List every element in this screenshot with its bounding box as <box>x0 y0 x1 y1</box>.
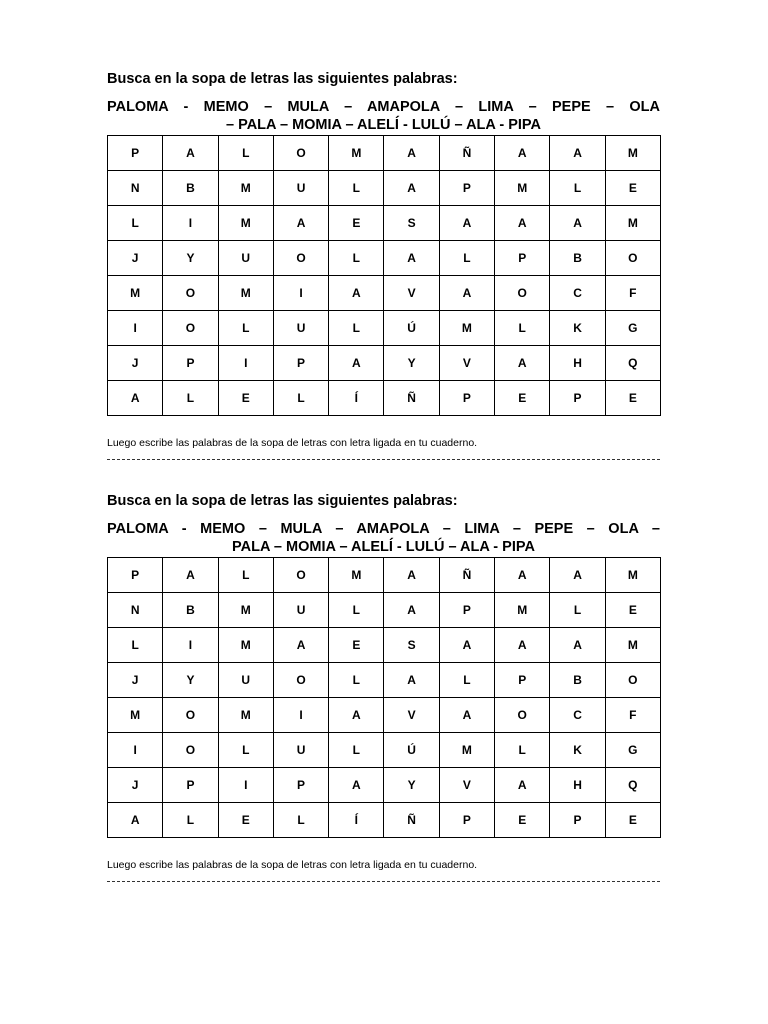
grid-cell: P <box>439 593 494 628</box>
grid-cell: A <box>163 558 218 593</box>
grid-row <box>108 136 661 171</box>
grid-cell: A <box>384 171 439 206</box>
grid-cell: I <box>163 628 218 663</box>
grid-cell: L <box>108 206 163 241</box>
grid-cell: A <box>495 136 550 171</box>
grid-cell: Í <box>329 381 384 416</box>
grid-cell: P <box>439 803 494 838</box>
word-list-line-2: – PALA – MOMIA – ALELÍ - LULÚ – ALA - PIPA <box>226 117 541 133</box>
grid-cell: E <box>605 803 660 838</box>
grid-row <box>108 733 661 768</box>
grid-cell: A <box>550 558 605 593</box>
grid-cell: P <box>495 241 550 276</box>
grid-cell: A <box>329 346 384 381</box>
grid-cell: U <box>218 663 273 698</box>
grid-cell: M <box>495 593 550 628</box>
grid-cell: A <box>439 698 494 733</box>
grid-cell: U <box>273 733 328 768</box>
grid-cell: I <box>108 733 163 768</box>
grid-cell: V <box>439 768 494 803</box>
grid-cell: J <box>108 768 163 803</box>
grid-cell: G <box>605 733 660 768</box>
grid-cell: O <box>273 663 328 698</box>
grid-cell: P <box>439 171 494 206</box>
grid-cell: Q <box>605 768 660 803</box>
word-search-exercise-2 <box>107 492 660 882</box>
grid-cell: Ñ <box>384 381 439 416</box>
grid-cell: V <box>439 346 494 381</box>
grid-cell: A <box>550 206 605 241</box>
word-search-exercise-1 <box>107 70 660 460</box>
grid-cell: U <box>273 311 328 346</box>
grid-row <box>108 593 661 628</box>
grid-cell: O <box>605 241 660 276</box>
grid-cell: A <box>495 206 550 241</box>
grid-cell: A <box>550 628 605 663</box>
grid-cell: K <box>550 311 605 346</box>
grid-row <box>108 558 661 593</box>
grid-cell: P <box>163 768 218 803</box>
grid-cell: L <box>495 311 550 346</box>
grid-cell: L <box>329 593 384 628</box>
grid-cell: Ú <box>384 311 439 346</box>
grid-cell: E <box>218 381 273 416</box>
grid-cell: P <box>163 346 218 381</box>
word-list-line-1: PALOMA - MEMO – MULA – AMAPOLA – LIMA – PEPE – OLA <box>107 99 660 115</box>
grid-cell: L <box>329 311 384 346</box>
grid-cell: O <box>273 136 328 171</box>
grid-cell: Ú <box>384 733 439 768</box>
grid-cell: A <box>439 628 494 663</box>
grid-cell: Y <box>163 663 218 698</box>
dashed-divider <box>107 459 660 460</box>
grid-cell: E <box>495 381 550 416</box>
grid-cell: M <box>329 136 384 171</box>
grid-cell: M <box>495 171 550 206</box>
instruction-text: Luego escribe las palabras de la sopa de letras con letra ligada en tu cuaderno. <box>107 437 478 449</box>
grid-cell: N <box>108 171 163 206</box>
grid-cell: A <box>495 346 550 381</box>
grid-cell: Í <box>329 803 384 838</box>
grid-row <box>108 803 661 838</box>
grid-cell: L <box>329 733 384 768</box>
grid-cell: M <box>218 628 273 663</box>
grid-cell: M <box>439 733 494 768</box>
grid-cell: A <box>108 381 163 416</box>
grid-cell: L <box>439 241 494 276</box>
grid-cell: L <box>439 663 494 698</box>
exercise-heading: Busca en la sopa de letras las siguientes palabras: <box>107 493 458 509</box>
grid-cell: A <box>550 136 605 171</box>
grid-cell: Ñ <box>439 558 494 593</box>
grid-cell: P <box>550 381 605 416</box>
grid-row <box>108 663 661 698</box>
grid-cell: C <box>550 698 605 733</box>
grid-cell: A <box>495 768 550 803</box>
grid-cell: Y <box>384 346 439 381</box>
grid-row <box>108 698 661 733</box>
grid-cell: A <box>495 628 550 663</box>
grid-cell: S <box>384 206 439 241</box>
grid-cell: M <box>218 698 273 733</box>
grid-cell: Ñ <box>439 136 494 171</box>
grid-row <box>108 311 661 346</box>
grid-cell: M <box>108 698 163 733</box>
grid-cell: O <box>163 311 218 346</box>
grid-cell: P <box>108 136 163 171</box>
grid-cell: V <box>384 276 439 311</box>
grid-cell: A <box>273 628 328 663</box>
grid-cell: B <box>550 241 605 276</box>
grid-cell: L <box>163 803 218 838</box>
grid-cell: A <box>384 663 439 698</box>
word-list <box>107 98 660 134</box>
grid-row <box>108 381 661 416</box>
grid-cell: P <box>495 663 550 698</box>
grid-row <box>108 768 661 803</box>
grid-row <box>108 276 661 311</box>
grid-cell: I <box>273 276 328 311</box>
grid-cell: Y <box>163 241 218 276</box>
grid-cell: P <box>273 768 328 803</box>
grid-cell: F <box>605 276 660 311</box>
grid-cell: O <box>163 698 218 733</box>
grid-cell: M <box>605 136 660 171</box>
grid-row <box>108 206 661 241</box>
grid-cell: J <box>108 663 163 698</box>
grid-cell: O <box>273 241 328 276</box>
grid-cell: F <box>605 698 660 733</box>
grid-row <box>108 346 661 381</box>
grid-cell: L <box>550 171 605 206</box>
grid-cell: M <box>439 311 494 346</box>
grid-cell: M <box>605 206 660 241</box>
grid-row <box>108 171 661 206</box>
grid-cell: V <box>384 698 439 733</box>
grid-cell: O <box>163 276 218 311</box>
grid-cell: N <box>108 593 163 628</box>
grid-cell: O <box>163 733 218 768</box>
grid-cell: M <box>218 276 273 311</box>
grid-cell: E <box>605 593 660 628</box>
grid-cell: A <box>273 206 328 241</box>
grid-cell: A <box>329 276 384 311</box>
grid-cell: U <box>218 241 273 276</box>
grid-cell: A <box>384 558 439 593</box>
grid-cell: A <box>329 768 384 803</box>
grid-cell: B <box>550 663 605 698</box>
grid-cell: L <box>550 593 605 628</box>
word-list <box>107 520 660 556</box>
grid-cell: B <box>163 171 218 206</box>
grid-cell: A <box>108 803 163 838</box>
grid-cell: M <box>605 628 660 663</box>
grid-cell: J <box>108 241 163 276</box>
grid-cell: I <box>163 206 218 241</box>
grid-cell: H <box>550 346 605 381</box>
grid-cell: L <box>273 381 328 416</box>
grid-cell: E <box>218 803 273 838</box>
grid-cell: E <box>329 206 384 241</box>
grid-cell: A <box>329 698 384 733</box>
grid-cell: A <box>384 136 439 171</box>
grid-cell: Ñ <box>384 803 439 838</box>
grid-cell: L <box>218 733 273 768</box>
grid-cell: L <box>108 628 163 663</box>
letter-grid <box>107 557 661 838</box>
exercise-heading: Busca en la sopa de letras las siguientes palabras: <box>107 71 458 87</box>
grid-cell: I <box>218 346 273 381</box>
grid-cell: C <box>550 276 605 311</box>
grid-cell: O <box>495 276 550 311</box>
grid-cell: I <box>218 768 273 803</box>
grid-cell: M <box>218 171 273 206</box>
grid-cell: A <box>384 241 439 276</box>
grid-cell: L <box>218 136 273 171</box>
grid-cell: M <box>605 558 660 593</box>
grid-cell: P <box>273 346 328 381</box>
grid-cell: A <box>439 206 494 241</box>
grid-cell: K <box>550 733 605 768</box>
grid-cell: E <box>329 628 384 663</box>
grid-cell: L <box>495 733 550 768</box>
grid-cell: O <box>605 663 660 698</box>
grid-cell: B <box>163 593 218 628</box>
grid-cell: I <box>273 698 328 733</box>
grid-cell: S <box>384 628 439 663</box>
grid-cell: P <box>439 381 494 416</box>
grid-cell: O <box>495 698 550 733</box>
grid-cell: M <box>218 206 273 241</box>
grid-cell: G <box>605 311 660 346</box>
grid-cell: Y <box>384 768 439 803</box>
grid-cell: J <box>108 346 163 381</box>
grid-cell: H <box>550 768 605 803</box>
grid-row <box>108 241 661 276</box>
word-list-line-1: PALOMA - MEMO – MULA – AMAPOLA – LIMA – PEPE – OLA – <box>107 521 660 537</box>
grid-cell: A <box>163 136 218 171</box>
grid-cell: L <box>218 311 273 346</box>
grid-cell: L <box>329 241 384 276</box>
grid-cell: L <box>329 171 384 206</box>
grid-cell: A <box>384 593 439 628</box>
grid-cell: L <box>273 803 328 838</box>
grid-cell: M <box>329 558 384 593</box>
grid-cell: P <box>108 558 163 593</box>
grid-cell: M <box>218 593 273 628</box>
grid-cell: A <box>439 276 494 311</box>
grid-cell: E <box>605 171 660 206</box>
grid-cell: A <box>495 558 550 593</box>
grid-cell: L <box>329 663 384 698</box>
grid-cell: U <box>273 171 328 206</box>
grid-row <box>108 628 661 663</box>
dashed-divider <box>107 881 660 882</box>
grid-cell: M <box>108 276 163 311</box>
grid-cell: L <box>163 381 218 416</box>
grid-cell: Q <box>605 346 660 381</box>
grid-cell: U <box>273 593 328 628</box>
grid-cell: O <box>273 558 328 593</box>
grid-cell: P <box>550 803 605 838</box>
word-list-line-2: PALA – MOMIA – ALELÍ - LULÚ – ALA - PIPA <box>232 539 535 555</box>
instruction-text: Luego escribe las palabras de la sopa de letras con letra ligada en tu cuaderno. <box>107 859 478 871</box>
grid-cell: L <box>218 558 273 593</box>
grid-cell: I <box>108 311 163 346</box>
grid-cell: E <box>495 803 550 838</box>
grid-cell: E <box>605 381 660 416</box>
letter-grid <box>107 135 661 416</box>
